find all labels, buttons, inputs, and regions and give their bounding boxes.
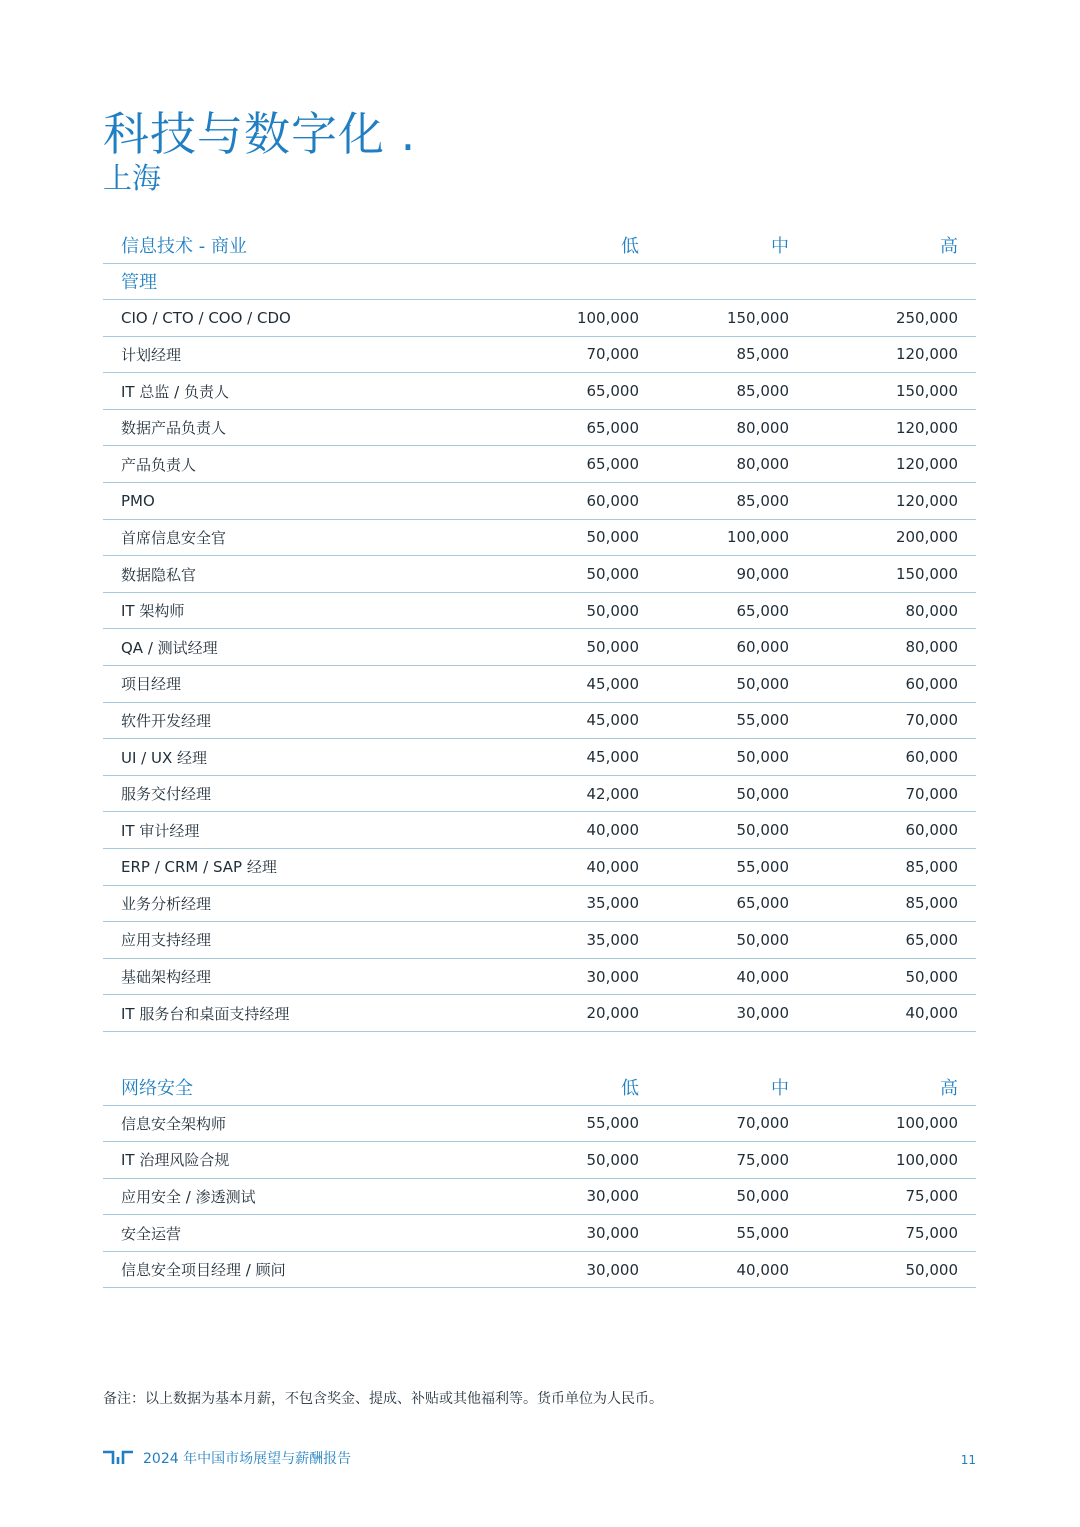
role-cell: IT 总监 / 负责人 [103, 373, 511, 410]
low-value-cell: 60,000 [511, 483, 657, 520]
table-row [103, 409, 976, 446]
mid-value-cell: 50,000 [657, 1178, 807, 1215]
table-row [103, 775, 976, 812]
role-cell: 产品负责人 [103, 446, 511, 483]
low-value-cell: 42,000 [511, 775, 657, 812]
high-value-cell: 100,000 [807, 1142, 976, 1179]
table-row [103, 1105, 976, 1142]
mid-value-cell: 50,000 [657, 775, 807, 812]
low-value-cell: 50,000 [511, 556, 657, 593]
low-value-cell: 100,000 [511, 300, 657, 337]
column-header-low: 低 [511, 1069, 657, 1105]
high-value-cell: 100,000 [807, 1105, 976, 1142]
low-value-cell: 30,000 [511, 1215, 657, 1252]
high-value-cell: 60,000 [807, 812, 976, 849]
low-value-cell: 55,000 [511, 1105, 657, 1142]
high-value-cell: 120,000 [807, 483, 976, 520]
role-cell: ERP / CRM / SAP 经理 [103, 849, 511, 886]
mid-value-cell: 60,000 [657, 629, 807, 666]
mid-value-cell: 80,000 [657, 409, 807, 446]
role-cell: 数据隐私官 [103, 556, 511, 593]
cybersecurity-salary-table [103, 1069, 976, 1288]
low-value-cell: 45,000 [511, 702, 657, 739]
low-value-cell: 35,000 [511, 922, 657, 959]
table-row [103, 373, 976, 410]
mid-value-cell: 50,000 [657, 739, 807, 776]
low-value-cell: 65,000 [511, 446, 657, 483]
mid-value-cell: 150,000 [657, 300, 807, 337]
role-cell: 应用支持经理 [103, 922, 511, 959]
mid-value-cell: 50,000 [657, 666, 807, 703]
group-label: 管理 [103, 263, 976, 300]
table-row [103, 666, 976, 703]
mid-value-cell: 75,000 [657, 1142, 807, 1179]
role-cell: 首席信息安全官 [103, 519, 511, 556]
table-row [103, 300, 976, 337]
role-cell: 安全运营 [103, 1215, 511, 1252]
column-header-role: 信息技术 - 商业 [103, 227, 511, 263]
table-row [103, 483, 976, 520]
table-row [103, 1142, 976, 1179]
table-header-row [103, 227, 976, 263]
role-cell: CIO / CTO / COO / CDO [103, 300, 511, 337]
table-row [103, 556, 976, 593]
table-row [103, 849, 976, 886]
table-row [103, 1215, 976, 1252]
page-title: 科技与数字化 . [103, 107, 417, 161]
mid-value-cell: 100,000 [657, 519, 807, 556]
low-value-cell: 50,000 [511, 1142, 657, 1179]
mid-value-cell: 70,000 [657, 1105, 807, 1142]
mid-value-cell: 55,000 [657, 849, 807, 886]
table-row [103, 739, 976, 776]
table-row [103, 812, 976, 849]
table-row [103, 702, 976, 739]
mid-value-cell: 65,000 [657, 885, 807, 922]
mid-value-cell: 50,000 [657, 922, 807, 959]
low-value-cell: 50,000 [511, 629, 657, 666]
high-value-cell: 80,000 [807, 592, 976, 629]
mid-value-cell: 55,000 [657, 1215, 807, 1252]
table-row [103, 336, 976, 373]
low-value-cell: 45,000 [511, 739, 657, 776]
role-cell: UI / UX 经理 [103, 739, 511, 776]
page-subtitle-city: 上海 [103, 161, 162, 195]
high-value-cell: 60,000 [807, 739, 976, 776]
high-value-cell: 65,000 [807, 922, 976, 959]
role-cell: QA / 测试经理 [103, 629, 511, 666]
column-header-high: 高 [807, 1069, 976, 1105]
mid-value-cell: 85,000 [657, 373, 807, 410]
table-row [103, 1251, 976, 1288]
high-value-cell: 60,000 [807, 666, 976, 703]
role-cell: IT 架构师 [103, 592, 511, 629]
high-value-cell: 75,000 [807, 1215, 976, 1252]
table-row [103, 592, 976, 629]
mid-value-cell: 50,000 [657, 812, 807, 849]
high-value-cell: 200,000 [807, 519, 976, 556]
brand-logo-icon [103, 1448, 133, 1468]
mid-value-cell: 80,000 [657, 446, 807, 483]
column-header-role: 网络安全 [103, 1069, 511, 1105]
low-value-cell: 45,000 [511, 666, 657, 703]
mid-value-cell: 85,000 [657, 336, 807, 373]
footnote: 备注：以上数据为基本月薪，不包含奖金、提成、补贴或其他福利等。货币单位为人民币。 [103, 1391, 663, 1407]
low-value-cell: 35,000 [511, 885, 657, 922]
table-row [103, 885, 976, 922]
low-value-cell: 40,000 [511, 849, 657, 886]
high-value-cell: 50,000 [807, 1251, 976, 1288]
high-value-cell: 250,000 [807, 300, 976, 337]
role-cell: 项目经理 [103, 666, 511, 703]
it-business-salary-table [103, 227, 976, 1032]
role-cell: 信息安全架构师 [103, 1105, 511, 1142]
high-value-cell: 120,000 [807, 336, 976, 373]
role-cell: 计划经理 [103, 336, 511, 373]
mid-value-cell: 65,000 [657, 592, 807, 629]
role-cell: 业务分析经理 [103, 885, 511, 922]
table-row [103, 519, 976, 556]
role-cell: IT 审计经理 [103, 812, 511, 849]
high-value-cell: 70,000 [807, 702, 976, 739]
column-header-high: 高 [807, 227, 976, 263]
table-header-row [103, 1069, 976, 1105]
table-row [103, 995, 976, 1032]
low-value-cell: 65,000 [511, 373, 657, 410]
mid-value-cell: 40,000 [657, 1251, 807, 1288]
role-cell: 软件开发经理 [103, 702, 511, 739]
mid-value-cell: 55,000 [657, 702, 807, 739]
footer [103, 1446, 351, 1470]
low-value-cell: 50,000 [511, 519, 657, 556]
high-value-cell: 50,000 [807, 958, 976, 995]
column-header-mid: 中 [657, 1069, 807, 1105]
role-cell: 服务交付经理 [103, 775, 511, 812]
high-value-cell: 40,000 [807, 995, 976, 1032]
high-value-cell: 120,000 [807, 409, 976, 446]
page-number: 11 [960, 1453, 976, 1467]
low-value-cell: 40,000 [511, 812, 657, 849]
role-cell: 应用安全 / 渗透测试 [103, 1178, 511, 1215]
report-title: 2024 年中国市场展望与薪酬报告 [143, 1451, 352, 1467]
low-value-cell: 50,000 [511, 592, 657, 629]
table-row [103, 1178, 976, 1215]
low-value-cell: 20,000 [511, 995, 657, 1032]
role-cell: IT 服务台和桌面支持经理 [103, 995, 511, 1032]
mid-value-cell: 85,000 [657, 483, 807, 520]
group-row [103, 263, 976, 300]
table-row [103, 629, 976, 666]
low-value-cell: 30,000 [511, 958, 657, 995]
role-cell: 数据产品负责人 [103, 409, 511, 446]
low-value-cell: 65,000 [511, 409, 657, 446]
low-value-cell: 30,000 [511, 1251, 657, 1288]
table-row [103, 922, 976, 959]
high-value-cell: 80,000 [807, 629, 976, 666]
mid-value-cell: 90,000 [657, 556, 807, 593]
role-cell: PMO [103, 483, 511, 520]
low-value-cell: 30,000 [511, 1178, 657, 1215]
low-value-cell: 70,000 [511, 336, 657, 373]
role-cell: 基础架构经理 [103, 958, 511, 995]
column-header-mid: 中 [657, 227, 807, 263]
column-header-low: 低 [511, 227, 657, 263]
high-value-cell: 85,000 [807, 849, 976, 886]
high-value-cell: 70,000 [807, 775, 976, 812]
high-value-cell: 150,000 [807, 556, 976, 593]
high-value-cell: 150,000 [807, 373, 976, 410]
role-cell: 信息安全项目经理 / 顾问 [103, 1251, 511, 1288]
high-value-cell: 75,000 [807, 1178, 976, 1215]
role-cell: IT 治理风险合规 [103, 1142, 511, 1179]
mid-value-cell: 40,000 [657, 958, 807, 995]
mid-value-cell: 30,000 [657, 995, 807, 1032]
table-row [103, 958, 976, 995]
high-value-cell: 120,000 [807, 446, 976, 483]
high-value-cell: 85,000 [807, 885, 976, 922]
table-row [103, 446, 976, 483]
